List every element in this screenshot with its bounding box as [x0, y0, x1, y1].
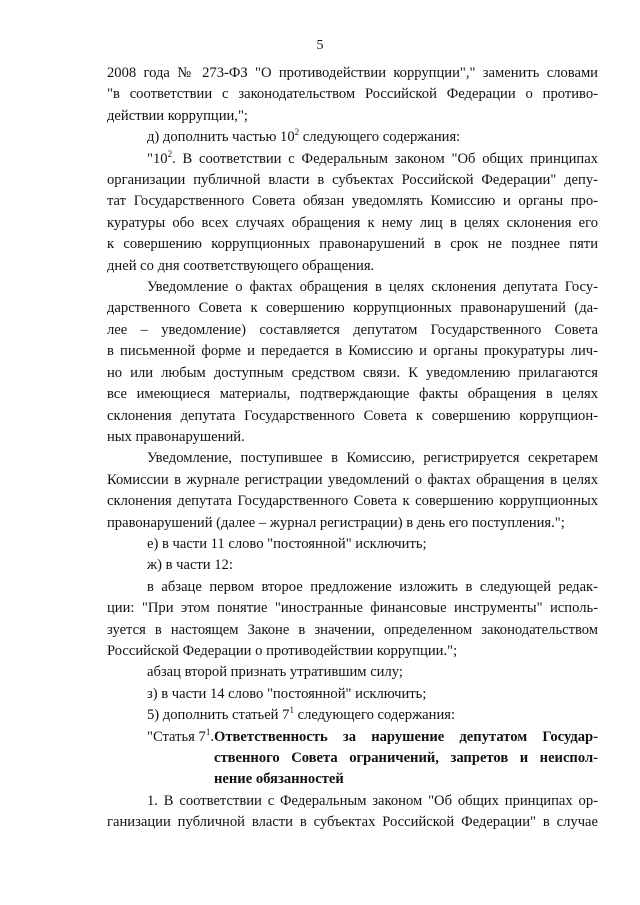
text-line: дарственного Совета к совершению коррупционных правонарушений (да-: [107, 300, 598, 317]
article-heading: [107, 727, 598, 791]
text-line: правонарушений (далее – журнал регистрации) в день его поступления.";: [107, 514, 565, 531]
article-title-line: ственного Совета ограничений, запретов и неиспол-: [214, 750, 598, 766]
text-line: куратуры обо всех случаях обращения к нему лиц в целях склонения его: [107, 214, 598, 231]
item-e: е) в части 11 слово "постоянной" исключить;: [147, 535, 427, 552]
article-title-line: Ответственность за нарушение депутатом Государ-: [214, 728, 598, 745]
text-line: Комиссии в журнале регистрации уведомлений о фактах обращения в целях: [107, 471, 598, 488]
text-line: Российской Федерации о противодействии коррупции.";: [107, 642, 458, 659]
text-line: зуется в настоящем Законе в значении, определенном законодательством: [107, 621, 598, 638]
text-line: к совершению коррупционных правонарушений в срок не позднее пяти: [107, 236, 598, 253]
text-line: ных правонарушений.: [107, 428, 245, 445]
text-line: склонения депутата Государственного Совета к совершению коррупцион-: [107, 407, 598, 424]
text-line: в письменной форме и передается в Комиссию и органы прокуратуры лич-: [107, 343, 598, 360]
item-d: д) дополнить частью $10^2$ следующего содержания:: [147, 127, 461, 146]
text-line: в абзаце первом второе предложение изложить в следующей редак-: [147, 578, 598, 595]
text-line: Уведомление о фактах обращения в целях склонения депутата Госу-: [147, 279, 598, 296]
text-line: Уведомление, поступившее в Комиссию, регистрируется секретарем: [147, 450, 598, 467]
article-number: "Статья $7^1$.: [147, 726, 215, 745]
text-line: но или любым доступным средством связи. К уведомлению прилагаются: [107, 364, 598, 381]
article-title: [214, 727, 598, 791]
item-5: 5) дополнить статьей $7^1$ следующего содержания:: [147, 705, 456, 724]
paragraph-article-1: [107, 791, 598, 834]
document-body: [107, 63, 598, 834]
item-z: з) в части 14 слово "постоянной" исключить;: [147, 685, 427, 702]
page-number: 5: [316, 38, 324, 53]
text-line: склонения депутата Государственного Совета к совершению коррупционных: [107, 493, 598, 510]
article-title-line: нение обязанностей: [214, 771, 344, 788]
text-line: 1. В соответствии с Федеральным законом "Об общих принципах ор-: [147, 792, 598, 809]
text-line: ганизации публичной власти в субъектах Российской Федерации" в случае: [107, 814, 598, 831]
text-line: тат Государственного Совета обязан уведомлять Комиссию и органы про-: [107, 193, 598, 210]
text-line: действии коррупции,";: [107, 107, 248, 124]
part-10-2: [107, 149, 598, 277]
paragraph-notice: [107, 277, 598, 448]
text-line: все имеющиеся материалы, подтверждающие факты обращения в целях: [107, 386, 598, 403]
text-line: "$10^2$. В соответствии с Федеральным законом "Об общих принципах: [147, 148, 598, 167]
item-zh: ж) в части 12:: [147, 557, 233, 574]
text-line: организации публичной власти в субъектах Российской Федерации" депу-: [107, 172, 598, 189]
text-line: дней со дня соответствующего обращения.: [107, 257, 375, 274]
paragraph-registration: [107, 448, 598, 534]
item-abzac2: абзац второй признать утратившим силу;: [147, 664, 403, 681]
text-line: 2008 года № 273-ФЗ "О противодействии коррупции"," заменить словами: [107, 65, 598, 81]
text-line: ции: "При этом понятие "иностранные финансовые инструменты" исполь-: [107, 600, 598, 617]
text-line: "в соответствии с законодательством Российской Федерации о противо-: [107, 86, 598, 103]
paragraph-abzac: [107, 577, 598, 663]
text-line: лее – уведомление) составляется депутатом Государственного Совета: [107, 321, 598, 338]
